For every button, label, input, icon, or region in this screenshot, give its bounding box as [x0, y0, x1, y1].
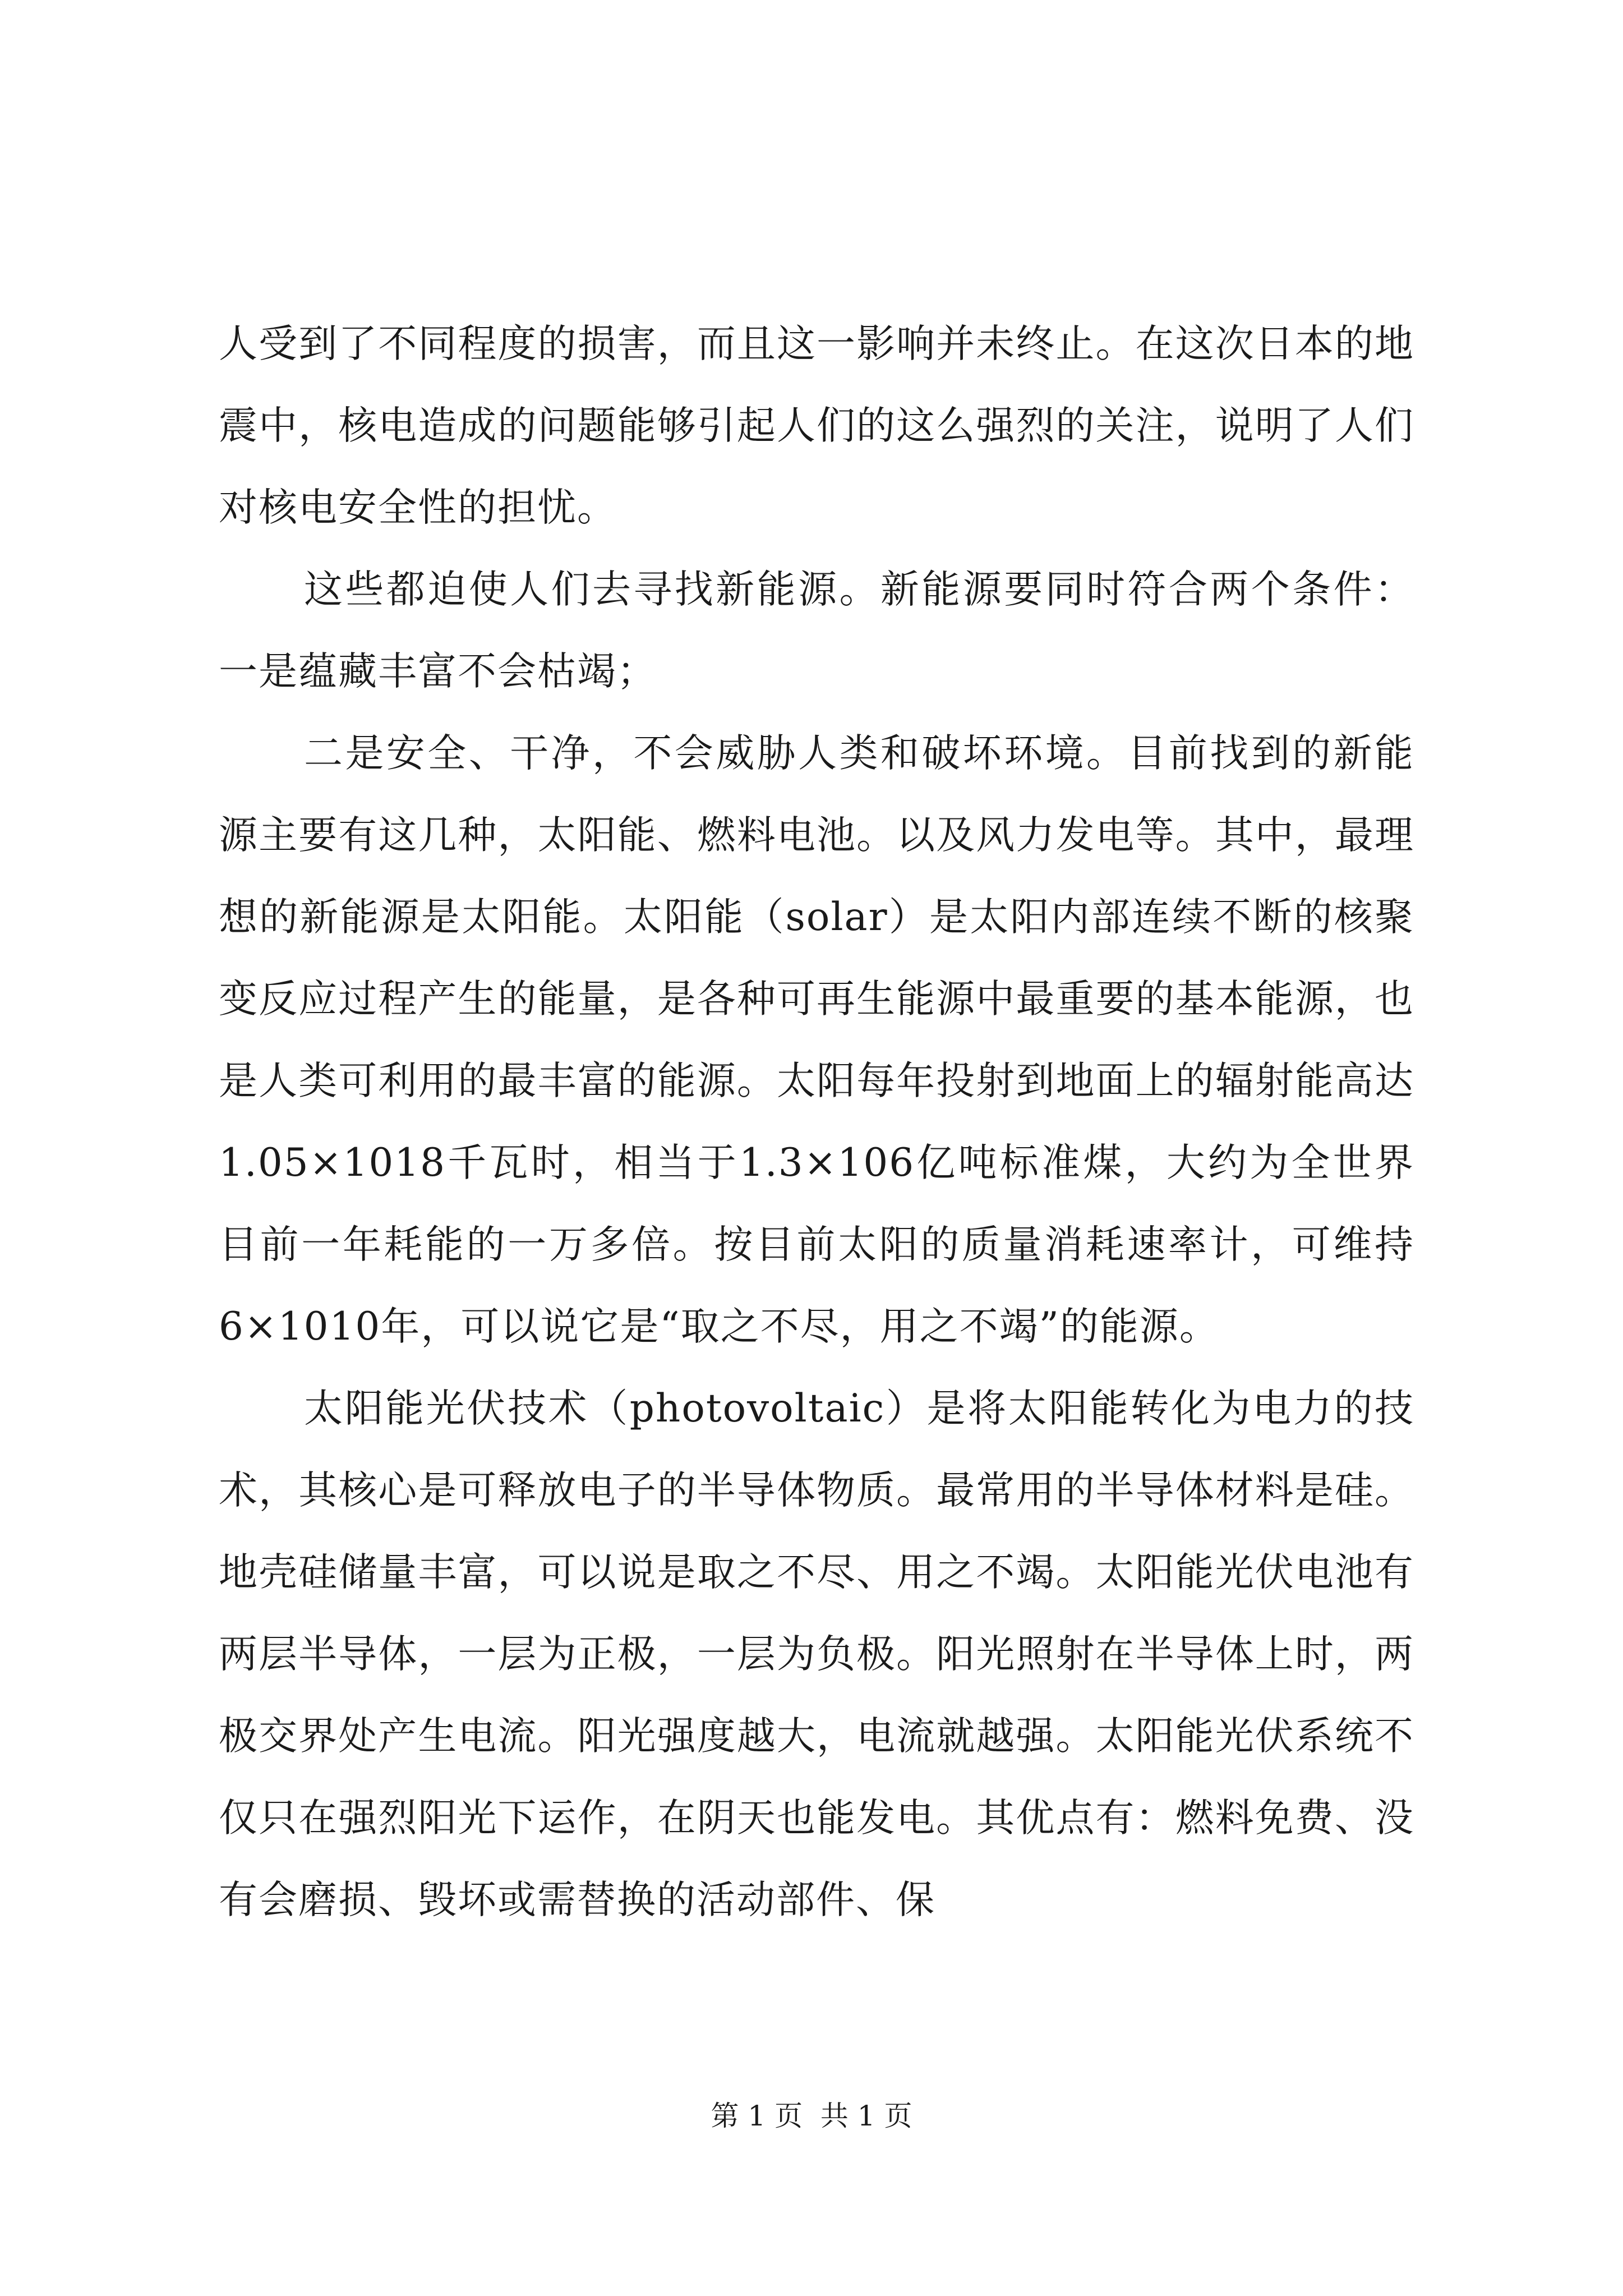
paragraph-3: 二是安全、干净，不会威胁人类和破坏环境。目前找到的新能源主要有这几种，太阳能、燃料电池。以及风力发电等。其中，最理想的新能源是太阳能。太阳能（solar）是太阳内部连续不断的核聚变反应过程产生的能量，是各种可再生能源中最重要的基本能源，也是人类可利用的最丰富的能源。太阳每年投射到地面上的辐射能高达1.05×1018千瓦时，相当于1.3×106亿吨标准煤，大约为全世界目前一年耗能的一万多倍。按目前太阳的质量消耗速率计，可维持6×1010年，可以说它是“取之不尽，用之不竭”的能源。	[219, 731, 1414, 1349]
paragraph-2: 这些都迫使人们去寻找新能源。新能源要同时符合两个条件：一是蕴藏丰富不会枯竭；	[219, 567, 1414, 694]
page-number-label: 第 1 页 共 1 页	[711, 2100, 912, 2132]
paragraph-4: 太阳能光伏技术（photovoltaic）是将太阳能转化为电力的技术，其核心是可释放电子的半导体物质。最常用的半导体材料是硅。地壳硅储量丰富，可以说是取之不尽、用之不竭。太阳能光伏电池有两层半导体，一层为正极，一层为负极。阳光照射在半导体上时，两极交界处产生电流。阳光强度越大，电流就越强。太阳能光伏系统不仅只在强烈阳光下运作，在阴天也能发电。其优点有：燃料免费、没有会磨损、毁坏或需替换的活动部件、保	[219, 1386, 1414, 1922]
paragraph-1: 人受到了不同程度的损害，而且这一影响并未终止。在这次日本的地震中，核电造成的问题能够引起人们的这么强烈的关注，说明了人们对核电安全性的担忧。	[219, 321, 1414, 530]
body-text	[219, 303, 1414, 1941]
page-footer	[0, 2098, 1623, 2134]
